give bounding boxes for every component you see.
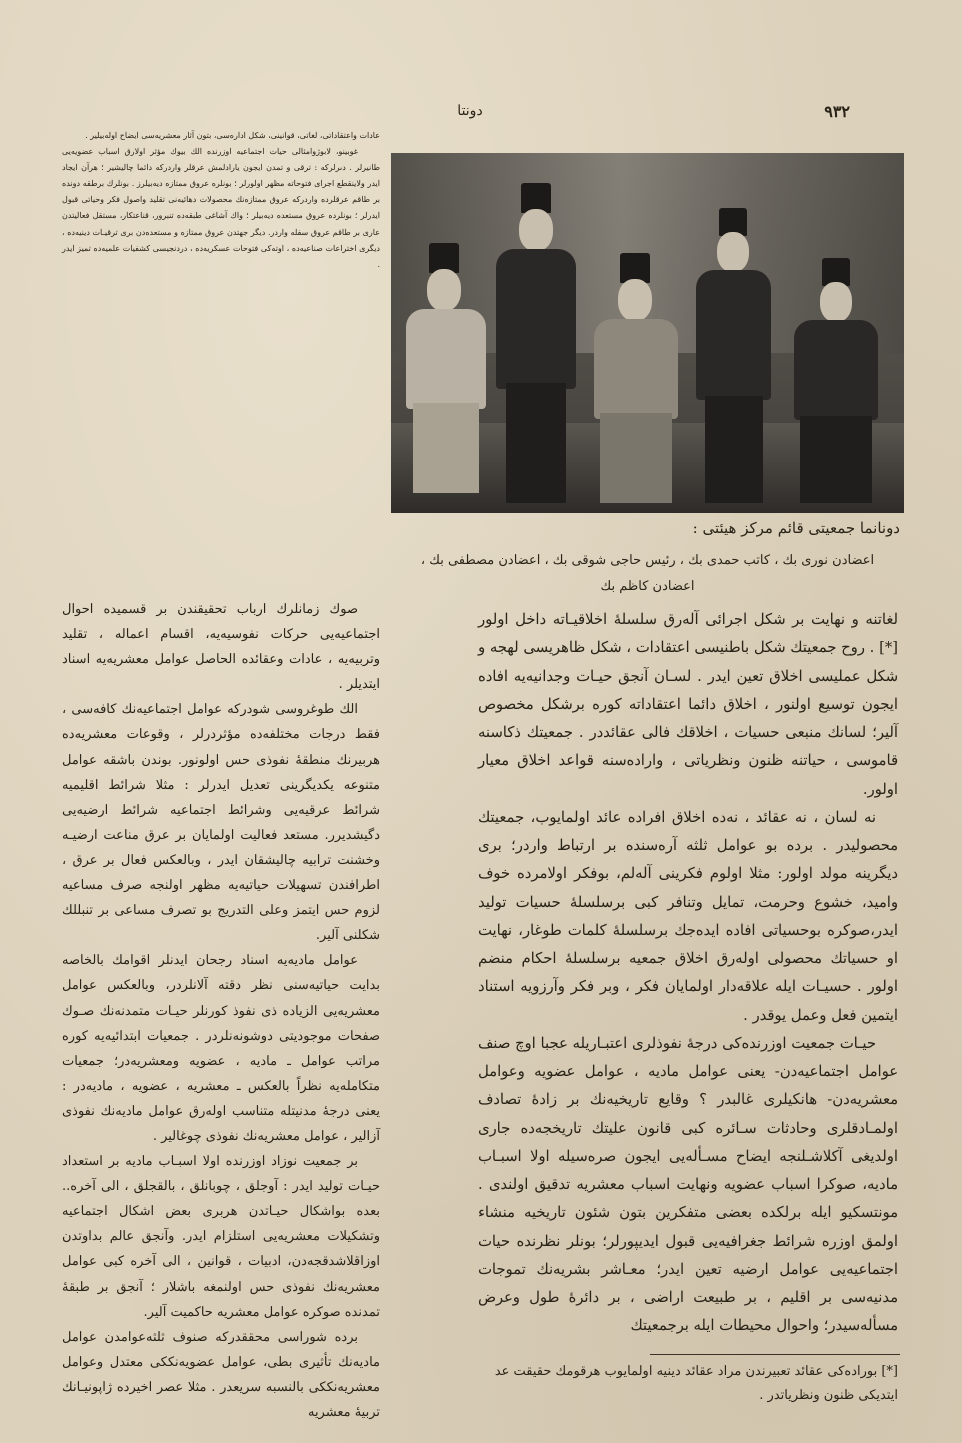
paragraph: بر جمعیت نوزاد اوزرنده اولا اسبـاب مادیه بر استعداد حیـات تولید ایدر : آوجلق ، چوبانلق ، بالقجلق ، الی آخره.. بعده بواشکال حیـاتدن هربری بعض اشکال اجتماعیه وتشکیلات معشریەیی استلزام ایدر. وآنجق عالم بداوتدن اوزاقلاشدقجه‌دن، ادبیات ، قوانین ، الی آخره کبی عوامل معشریەنك نفوذی حس اولنمغه باشلار ؛ آنجق بر طبقۀ تمدنده صوکره عوامل معشریه حاکمیت آلیر. xyxy=(62,1154,380,1320)
paragraph: غوبینو، لابوژوامثالی حیات اجتماعیه اوزرنده الك بیوك مؤثر اولارق اسباب عضویەیی طانیرلر . دىرلركه : ترقی و تمدن ایجون یارادلمش عرقلر واردركه دائما چالیشیر ؛ هرآن ایجاد ایدر ولاینقطع اجرای فتوحاته مظهر اولورلر ؛ بونلره عروق ممتازه دیه‌بیلرز . بونلرك برطقه دونده بر طاقم عرقلرده واردركه عروق ممتازەنك محصولات دهائیەنی تقلید واصول فکر وحیاتی قبول ایدرلر ؛ بونلرده عروق مستعده دیه‌بیلر ؛ واك آشاغی طبقەده تنبرور، قناعتکار، مستقل فعالیتدن عاری بر طاقم عروق سفله واردر. دیگر جهتدن عروق ممتازه و مستعده‌دن بری ترقیـات دینیەده ، دیگری اختراعات صناعیەده ، اوته‌کی فتوحات عسکریەده ، دردنجیسی کشفیات علمیەده تمیز ایدر . xyxy=(62,147,380,269)
person-seated-left xyxy=(401,243,491,503)
paragraph: عوامل مادیەیه اسناد رجحان ایدنلر اقوامك بالخاصه بدایت حیاتیەسنی نظر دقته آلانلردر، وبالعکس عوامل معشریەیی الزیاده ذی نفوذ کورنلر حیـات متمدنەنك صـوك صفحات موجودیتی دوشونەنلردر . جمعیات ابتدائیەیه کوره مراتب عوامل ـ مادیه ، عضویه ومعشریەدر؛ جمعیات متکاملەیه نظراً بالعکس ـ معشریه ، عضویه ، مادیەدر : یعنی درجۀ مدنیتله متناسب اولەرق عوامل مادیەنك نفوذی آزالیر ، عوامل معشریەنك نفوذی چوغالیر . xyxy=(62,953,380,1144)
photo-caption-names xyxy=(390,548,905,600)
photo-caption-title: دونانما جمعیتی قائم مرکز هیئتی : xyxy=(692,519,900,537)
paragraph: نه لسان ، نه عقائد ، نه‌ده اخلاق افراده عائد اولمایوب، جمعیتك محصولیدر . برده بو عوامل ثلثه آرەسنده بر ارتباط واردر؛ بری دیگرینه مولد اولور: مثلا اولوم فکرینی آلەلم، بوفکر اولامرده خوف وامید، خشوع وحرمت، تمایل وتنافر کبی برسلسلۀ حسیات تولید ایدر،صوکره بوحسیاتی افاده ایده‌جك برسلسلۀ کلمات طوغار، نهایت او حسیاتك محصولی اوله‌رق اخلاق جمعیه برسلسلۀ احکام منضم اولور . حسیـات ایله علاقەدار اولمایان فکر ، وبر فکر وآرزویه استناد ایتمین فعل وعمل یوقدر . xyxy=(478,808,898,1024)
person-standing-center-right xyxy=(691,208,776,503)
paragraph: صوك زمانلرك ارباب تحقیقندن بر قسمیده احوال اجتماعیەیی حرکات نفوسیەیه، اقسام اعماله ، تقلید وتربیەیه ، عادات وعقائده الحاصل عوامل معشریەیه اسناد ایتدیلر . xyxy=(62,602,381,693)
caption-names-line: اعضادن نوری بك ، کاتب حمدی بك ، رئیس حاجی شوقی بك ، اعضادن مصطفی بك ، xyxy=(420,553,875,568)
paragraph: حیـات جمعیت اوزرنده‌کی درجۀ نفوذلری اعتبـاریله عجبا اوچ صنف عوامل اجتماعیەدن- یعنی عوامل مادیه ، عوامل عضویه وعوامل معشریەدن- هانکیلری غالبدر ؟ وقایع تاریخیەنك بر زادۀ تصادف اولمـادقلری وحادثات سـائره کبی قانون علیتك تاریخجەده جاری اولدیغی آکلاشـلنجه ایضاح مسـألەیی ایجون صرەسیله اولا اسبـاب مادیه، صوکرا اسباب عضویه ونهایت اسباب معشریه تدقیق اولندی . مونتسکیو ایله برلکده بعضی متفکرین بتون شئون تاریخیه منشاء اولمق اوزره شرائط جغرافیەیی قبول ایدیپورلر؛ بونلر نظرنده حیات اجتماعیەیی عوامل ارضیه تعین ایدر؛ معـاشر بشریەنك تموجات مدنیەسی بر اقلیم ، بر طبیعت اراضی ، بر دائرۀ طول وعرض مسألەسیدر؛ واحوال محیطات ایله برجمعیتك xyxy=(478,1034,898,1335)
right-column xyxy=(478,606,898,1341)
paragraph: الك طوغروسی شودركه عوامل اجتماعیەنك کافەسی ، فقط درجات مختلفەده مؤثردرلر ، وقوعات معشریەده هربیرنك منطقۀ نفوذی حس اولونور. بوندن باشقه عوامل متنوعه یکدیگرینی تعدیل ایدرلر : مثلا شرائط اقلیمیه شرائط عرقیەیی وشرائط اجتماعیه شرائط ارضیەیی دگیشدیرر. مستعد فعالیت اولمایان بر عرق مناعت ارضیـه وخشنت ترابیه چالیشقان ایدر ، وبالعکس فعال بر عرق ، اطرافندن تسهیلات حیاتیەیه مظهر اولنجه صرف مساعیه لزوم حس ایتمز وعلی التدریج بو تصرف مساعی بر تنبللك شکلنی آلیر. xyxy=(62,702,380,944)
running-header: دونتا xyxy=(457,103,483,119)
caption-names-line: اعضادن کاظم بك xyxy=(600,579,695,594)
footnote: [*] بورادەکی عقائد تعبیرندن مراد عقائد دینیه اولمایوب هرقومك حقیقت عد ایتدیکی ظنون ونظریاتدر . xyxy=(494,1364,898,1403)
person-standing-center-left xyxy=(491,183,581,503)
page-number: ٩٣٢ xyxy=(824,102,850,121)
left-column-lower xyxy=(62,597,380,1425)
paragraph: عادات واعتقاداتی، لغاتی، قوانینی، شکل ادارەسی، بتون آثار معشریەسی ایضاح اولەبیلیر . xyxy=(85,131,380,140)
footnote-divider xyxy=(650,1354,900,1355)
paragraph: لغاتنه و نهایت بر شکل اجرائی آله‌رق سلسلۀ اخلاقیـاته داخل اولور [*] . روح جمعیتك شکل باطنیسی اعتقادات ، شکل ظاهریسی لهجه و شکل عملیسی اخلاق تعین ایدر . لسـان آنجق حیـات وجدانیەیه افاده ایجون توسیع اولنور ، اخلاق دائما اعتقاداته کوره برشکل مخصوص آلیر؛ لسانك منبعی حسیات ، اخلاقك فالی عقائددر . جمعیتك ذکاسنه قاموسی ، حیاتنه ظنون ونظریاتی ، وارادەسنه قواعد اخلاق معیار اولور. xyxy=(478,611,898,798)
person-seated-right xyxy=(786,258,886,503)
person-seated-center xyxy=(586,253,686,503)
group-photograph xyxy=(391,153,904,513)
paragraph: برده شوراسی محققدرکه صنوف ثلثه‌عوامدن عوامل مادیەنك تأثیری بطی، عوامل عضویەنككی معتدل وعوامل معشریەنككی بالنسبه سریعدر . مثلا عصر اخیرده ژاپونیـانك تربیۀ معشریه xyxy=(62,1329,380,1420)
